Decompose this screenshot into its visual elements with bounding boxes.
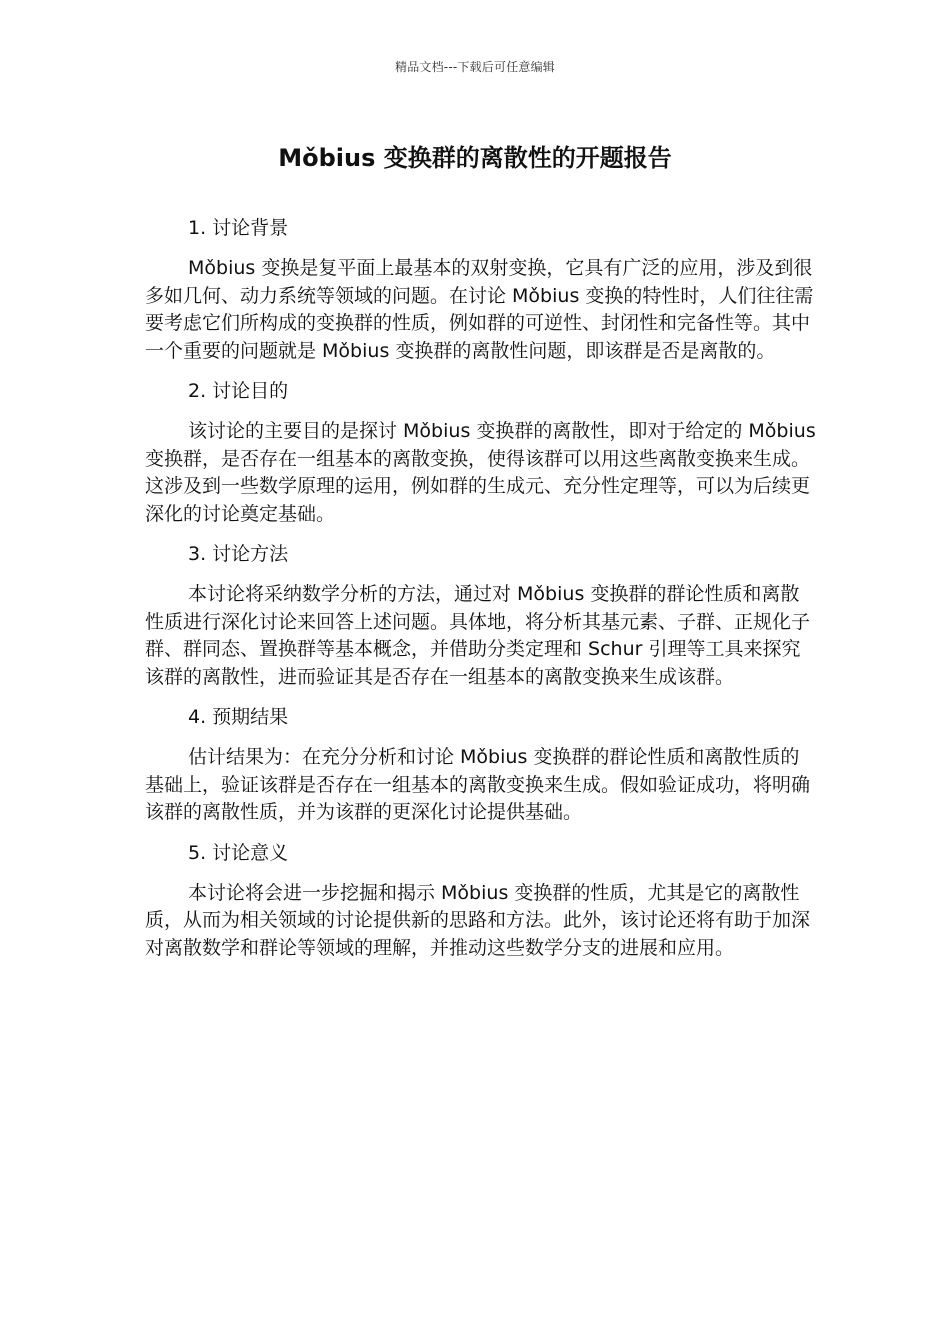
section-paragraph: 该讨论的主要目的是探讨 Mǒbius 变换群的离散性，即对于给定的 Mǒbius 变换群，是否存在一组基本的离散变换，使得该群可以用这些离散变换来生成。这涉及到一些数学原理的运用，例如群的生成元、充分性定理等，可以为后续更深化的讨论奠定基础。 [145,420,816,525]
section-paragraph: 本讨论将会进一步挖掘和揭示 Mǒbius 变换群的性质，尤其是它的离散性质，从而为相关领域的讨论提供新的思路和方法。此外，该讨论还将有助于加深对离散数学和群论等领域的理解，并推动这些数学分支的进展和应用。 [145,881,811,959]
section-heading: 3. 讨论方法 [188,543,289,565]
section-heading: 1. 讨论背景 [188,217,289,239]
section-method [145,541,817,691]
section-heading: 2. 讨论目的 [188,380,289,402]
section-expected-results [145,704,817,827]
document-title: Mǒbius 变换群的离散性的开题报告 [278,144,672,172]
section-purpose [145,378,817,528]
page-header: 精品文档---下载后可任意编辑 [395,60,555,74]
section-paragraph: Mǒbius 变换是复平面上最基本的双射变换，它具有广泛的应用，涉及到很多如几何、动力系统等领域的问题。在讨论 Mǒbius 变换的特性时，人们往往需要考虑它们所构成的变换群的性质，例如群的可逆性、封闭性和完备性等。其中一个重要的问题就是 Mǒbius 变换群的离散性问题，即该群是否是离散的。 [145,257,814,362]
section-heading: 5. 讨论意义 [188,841,289,864]
section-paragraph: 本讨论将采纳数学分析的方法，通过对 Mǒbius 变换群的群论性质和离散性质进行深化讨论来回答上述问题。具体地，将分析其基元素、子群、正规化子群、群同态、置换群等基本概念，并借助分类定理和 Schur 引理等工具来探究该群的离散性，进而验证其是否存在一组基本的离散变换来生成该群。 [145,583,811,688]
section-heading: 4. 预期结果 [188,706,289,728]
section-paragraph: 估计结果为：在充分分析和讨论 Mǒbius 变换群的群论性质和离散性质的基础上，验证该群是否存在一组基本的离散变换来生成。假如验证成功，将明确该群的离散性质，并为该群的更深化讨论提供基础。 [145,746,811,823]
document-content [145,215,817,975]
section-significance [145,840,817,963]
section-background [145,215,817,365]
